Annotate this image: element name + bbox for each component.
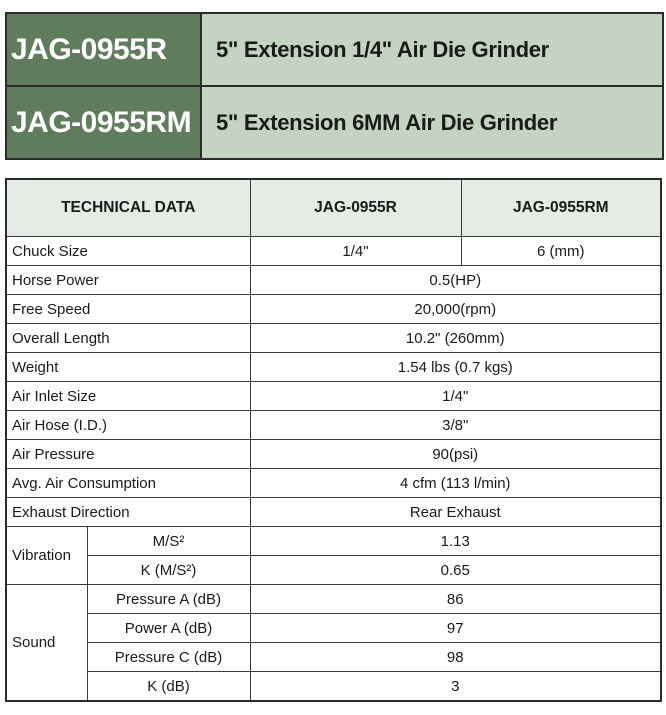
row-value: 3 [250, 672, 661, 702]
table-row [6, 585, 661, 614]
table-row [6, 498, 661, 527]
table-row [6, 295, 661, 324]
table-row [6, 643, 661, 672]
row-label: Chuck Size [6, 237, 250, 266]
table-row [6, 556, 661, 585]
table-row [6, 469, 661, 498]
sound-sub-label: Power A (dB) [87, 614, 250, 643]
model-description: 5" Extension 1/4" Air Die Grinder [202, 14, 662, 85]
row-value: 1.54 lbs (0.7 kgs) [250, 353, 661, 382]
row-value: 3/8" [250, 411, 661, 440]
row-value: 86 [250, 585, 661, 614]
table-row [6, 440, 661, 469]
row-value: 4 cfm (113 l/min) [250, 469, 661, 498]
table-row [6, 382, 661, 411]
table-row [6, 353, 661, 382]
row-label: Air Pressure [6, 440, 250, 469]
model-row [7, 14, 662, 85]
table-row [6, 614, 661, 643]
model-banner [5, 12, 664, 160]
table-row [6, 237, 661, 266]
row-label: Air Hose (I.D.) [6, 411, 250, 440]
chuck-size-r: 1/4" [250, 237, 461, 266]
header-model-rm: JAG-0955RM [461, 179, 661, 237]
header-model-r: JAG-0955R [250, 179, 461, 237]
model-row [7, 85, 662, 158]
row-value: 1/4" [250, 382, 661, 411]
header-technical-data: TECHNICAL DATA [6, 179, 250, 237]
table-row [6, 411, 661, 440]
row-value: 97 [250, 614, 661, 643]
chuck-size-rm: 6 (mm) [461, 237, 661, 266]
sound-label: Sound [6, 585, 87, 702]
row-value: 10.2" (260mm) [250, 324, 661, 353]
row-value: 0.5(HP) [250, 266, 661, 295]
row-label: Exhaust Direction [6, 498, 250, 527]
row-label: Free Speed [6, 295, 250, 324]
table-row [6, 527, 661, 556]
table-row [6, 266, 661, 295]
model-code: JAG-0955RM [7, 87, 202, 158]
vibration-label: Vibration [6, 527, 87, 585]
row-value: 1.13 [250, 527, 661, 556]
table-row [6, 324, 661, 353]
model-code: JAG-0955R [7, 14, 202, 85]
row-label: Horse Power [6, 266, 250, 295]
row-value: Rear Exhaust [250, 498, 661, 527]
row-label: Overall Length [6, 324, 250, 353]
sound-sub-label: K (dB) [87, 672, 250, 702]
vibration-sub-label: K (M/S²) [87, 556, 250, 585]
row-value: 90(psi) [250, 440, 661, 469]
row-value: 20,000(rpm) [250, 295, 661, 324]
sound-sub-label: Pressure C (dB) [87, 643, 250, 672]
table-header-row [6, 179, 661, 237]
model-description: 5" Extension 6MM Air Die Grinder [202, 87, 662, 158]
vibration-sub-label: M/S² [87, 527, 250, 556]
row-label: Avg. Air Consumption [6, 469, 250, 498]
row-value: 0.65 [250, 556, 661, 585]
table-row [6, 672, 661, 702]
sound-sub-label: Pressure A (dB) [87, 585, 250, 614]
row-label: Air Inlet Size [6, 382, 250, 411]
row-label: Weight [6, 353, 250, 382]
row-value: 98 [250, 643, 661, 672]
technical-data-table [5, 178, 662, 702]
